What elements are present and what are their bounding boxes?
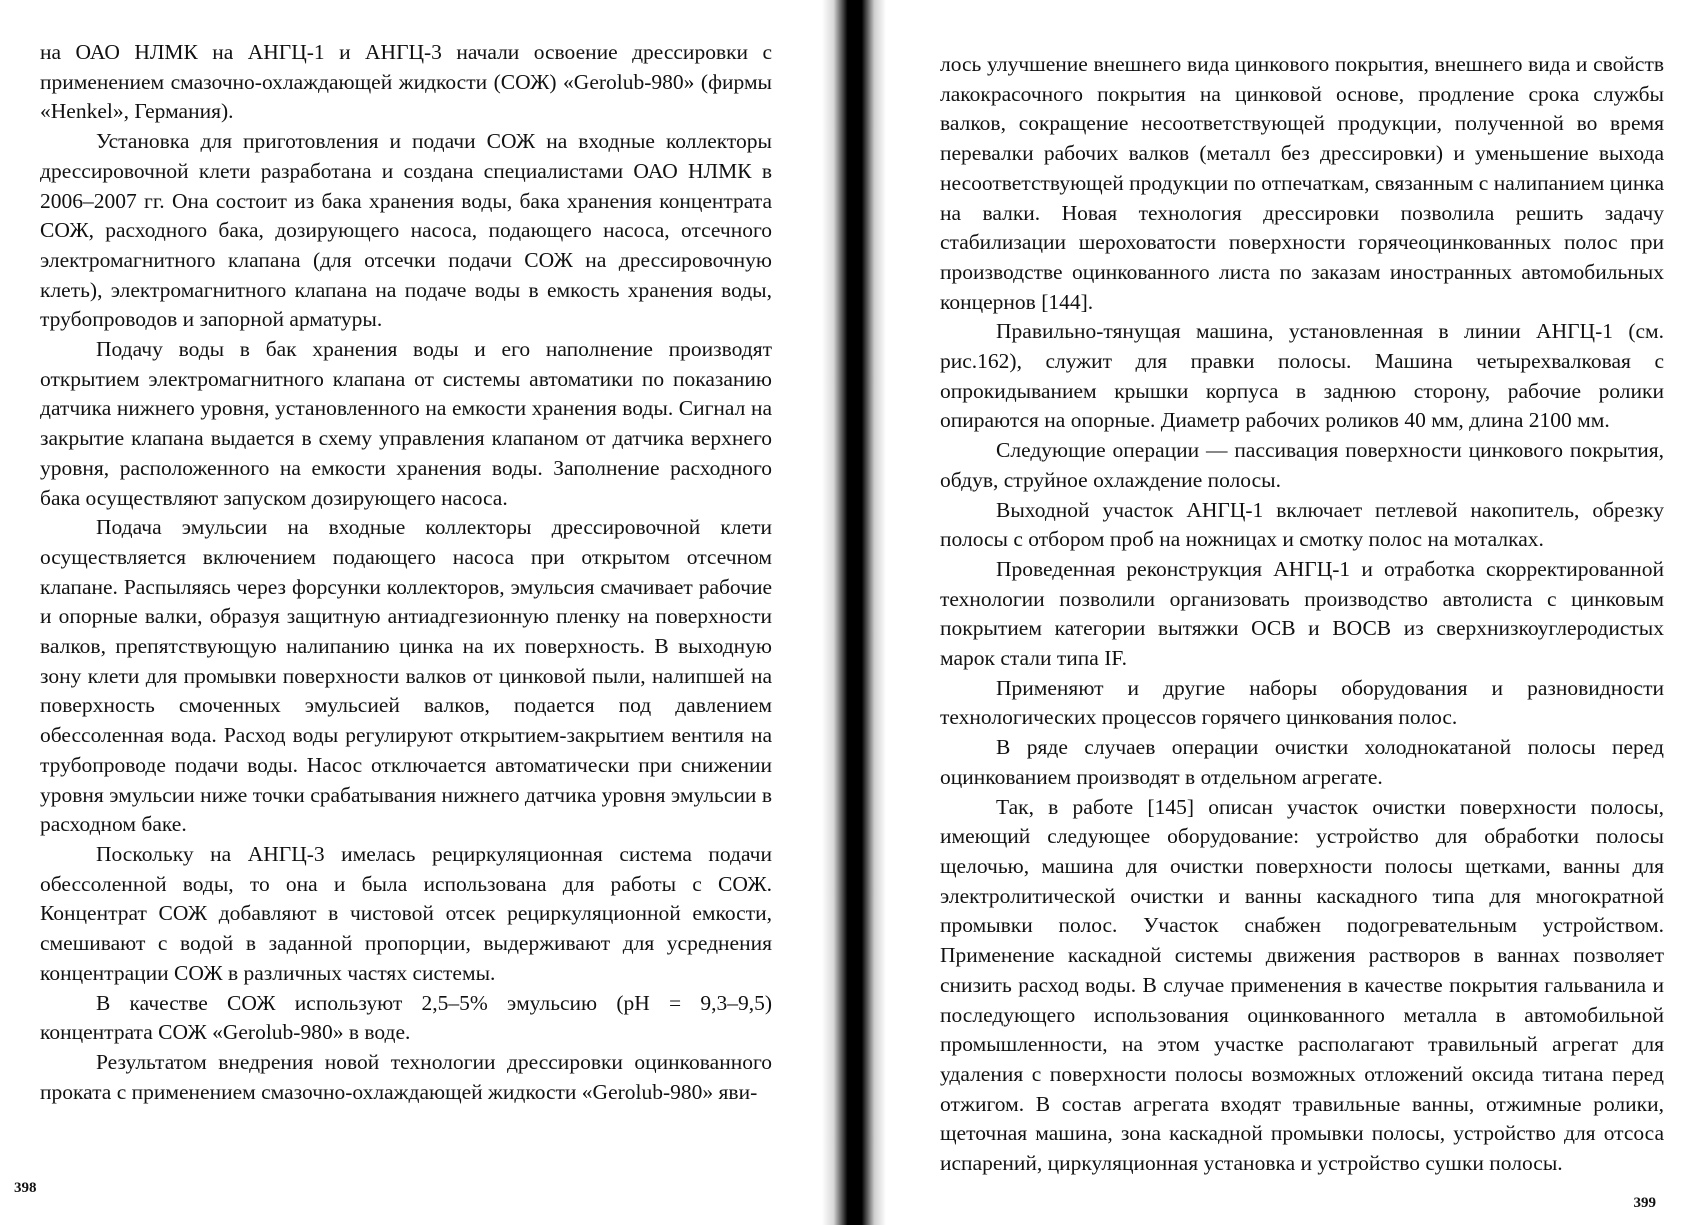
- paragraph: В качестве СОЖ используют 2,5–5% эмульсию (pH = 9,3–9,5) концентрата СОЖ «Gerolub-980» в воде.: [40, 990, 772, 1045]
- paragraph: Выходной участок АНГЦ-1 включает петлевой накопитель, обрезку полосы с отбором проб на ножницах и смотку полос на моталках.: [940, 497, 1664, 552]
- paragraph: Результатом внедрения новой технологии дрессировки оцинкованного проката с применением смазочно-охлаждающей жидкости «Gerolub-980» яви-: [40, 1049, 772, 1104]
- book-gutter: [822, 0, 886, 1225]
- paragraph: Поскольку на АНГЦ-3 имелась рециркуляционная система подачи обессоленной воды, то она и была использована для работы с СОЖ. Концентрат СОЖ добавляют в чистовой отсек рециркуляционной емкости, смешивают с водой в заданной пропорции, выдерживают для усреднения концентрации СОЖ в различных частях системы.: [40, 841, 772, 985]
- page-number-left: 398: [14, 1180, 37, 1196]
- left-page: [0, 0, 820, 1225]
- paragraph: лось улучшение внешнего вида цинкового покрытия, внешнего вида и свойств лакокрасочного покрытия на цинковой основе, продление срока службы валков, сокращение несоответствующей продукции, полученной во время перевалки рабочих валков (металл без дрессировки) и уменьшение выхода несоответствующей продукции по отпечаткам, связанным с налипанием цинка на валки. Новая технология дрессировки позволила решить задачу стабилизации шероховатости поверхности горячеоцинкованных полос при производстве оцинкованного листа по заказам иностранных автомобильных концернов [144].: [940, 52, 1664, 314]
- paragraph: Подачу воды в бак хранения воды и его наполнение производят открытием электромагнитного клапана от системы автоматики по показанию датчика нижнего уровня, установленного на емкости хранения воды. Сигнал на закрытие клапана выдается в схему управления клапаном от датчика верхнего уровня, расположенного на емкости хранения воды. Заполнение расходного бака осуществляют запуском дозирующего насоса.: [40, 337, 772, 510]
- right-page: [888, 0, 1684, 1225]
- page-number-right: 399: [1633, 1195, 1656, 1211]
- paragraph: Установка для приготовления и подачи СОЖ на входные коллекторы дрессировочной клети разработана и создана специалистами ОАО НЛМК в 2006–2007 гг. Она состоит из бака хранения воды, бака хранения концентрата СОЖ, расходного бака, дозирующего насоса, подающего насоса, отсечного электромагнитного клапана (для отсечки подачи СОЖ на дрессировочную клеть), электромагнитного клапана на подаче воды в емкость хранения воды, трубопроводов и запорной арматуры.: [40, 129, 772, 332]
- paragraph: Так, в работе [145] описан участок очистки поверхности полосы, имеющий следующее оборудование: устройство для обработки полосы щелочью, машина для очистки поверхности полосы щетками, ванны для электролитической очистки и ванны каскадного типа для многократной промывки полос. Участок снабжен подогревательным устройством. Применение каскадной системы движения растворов в ваннах позволяет снизить расход воды. В случае применения в качестве покрытия гальванила и последующего использования оцинкованного металла в автомобильной промышленности, на этом участке располагают травильный агрегат для удаления с поверхности полосы возможных отложений оксида титана перед отжигом. В состав агрегата входят травильные ванны, отжимные ролики, щеточная машина, зона каскадной промывки полосы, устройство для отсоса испарений, циркуляционная установка и устройство сушки полосы.: [940, 794, 1664, 1176]
- paragraph: на ОАО НЛМК на АНГЦ-1 и АНГЦ-3 начали освоение дрессировки с применением смазочно-охлаждающей жидкости (СОЖ) «Gerolub-980» (фирмы «Henkel», Германия).: [40, 40, 772, 124]
- paragraph: В ряде случаев операции очистки холоднокатаной полосы перед оцинкованием производят в отдельном агрегате.: [940, 735, 1664, 789]
- paragraph: Правильно-тянущая машина, установленная в линии АНГЦ-1 (см. рис.162), служит для правки полосы. Машина четырехвалковая с опрокидыванием крышки корпуса в заднюю сторону, рабочие ролики опираются на опорные. Диаметр рабочих роликов 40 мм, длина 2100 мм.: [940, 319, 1664, 433]
- paragraph: Проведенная реконструкция АНГЦ-1 и отработка скорректированной технологии позволили организовать производство автолиста с цинковым покрытием категории вытяжки ОСВ и ВОСВ из сверхнизкоуглеродистых марок стали типа IF.: [940, 556, 1664, 671]
- paragraph: Применяют и другие наборы оборудования и разновидности технологических процессов горячего цинкования полос.: [940, 675, 1664, 730]
- paragraph: Следующие операции — пассивация поверхности цинкового покрытия, обдув, струйное охлаждение полосы.: [940, 438, 1664, 492]
- paragraph: Подача эмульсии на входные коллекторы дрессировочной клети осуществляется включением подающего насоса при открытом отсечном клапане. Распыляясь через форсунки коллекторов, эмульсия смачивает рабочие и опорные валки, образуя защитную антиадгезионную пленку на поверхности валков, препятствующую налипанию цинка на их поверхность. В выходную зону клети для промывки поверхности валков от цинковой пыли, налипшей на поверхность смоченных эмульсией валков, подается под давлением обессоленная вода. Расход воды регулируют открытием-закрытием вентиля на трубопроводе подачи воды. Насос отключается автоматически при снижении уровня эмульсии ниже точки срабатывания нижнего датчика уровня эмульсии в расходном баке.: [40, 515, 772, 837]
